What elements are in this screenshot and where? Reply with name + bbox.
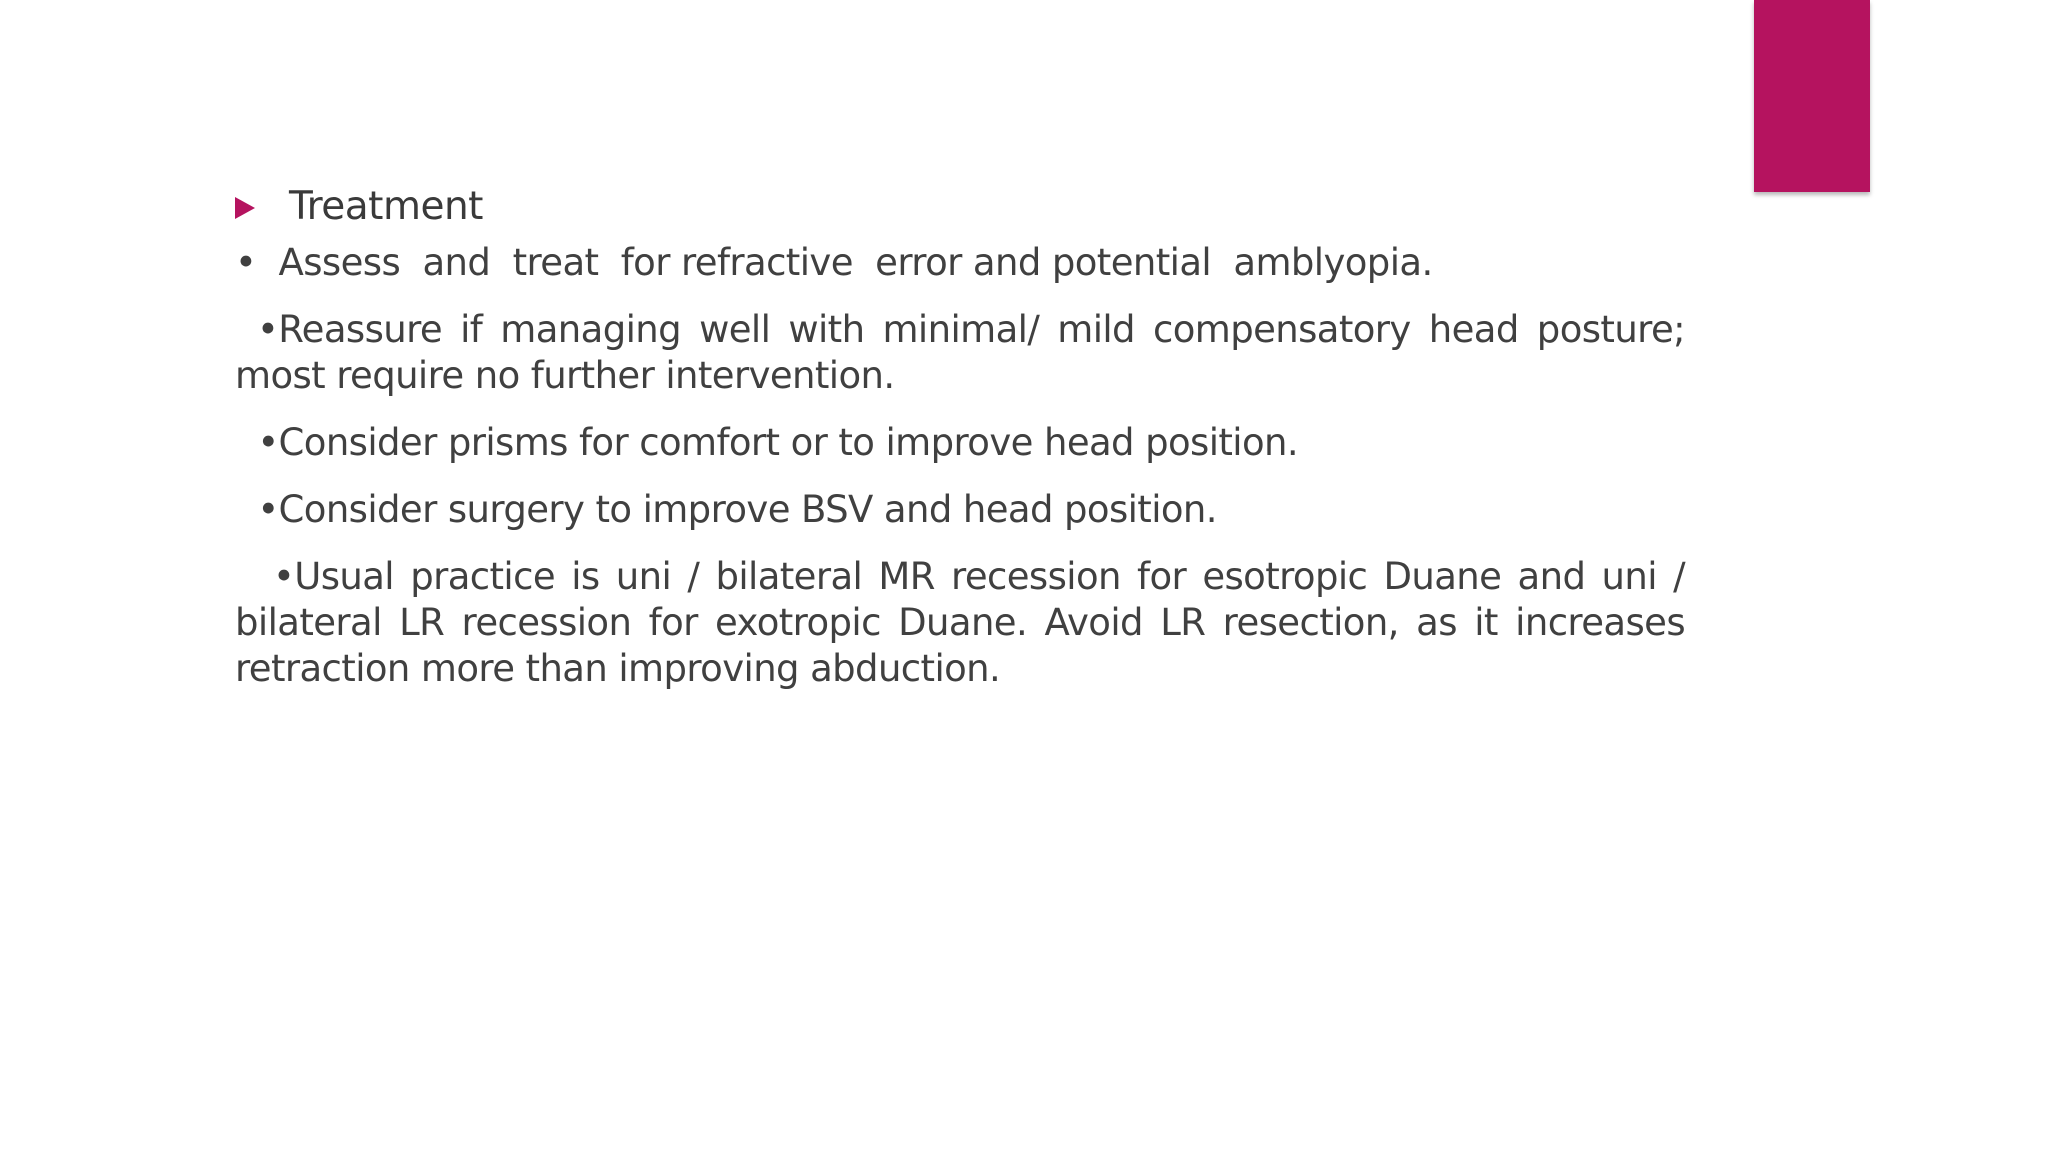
accent-bar — [1754, 0, 1870, 192]
paragraph-reassure: •Reassure if managing well with minimal/ mild compensatory head posture; most require no further intervention. — [235, 308, 1685, 397]
slide-content — [235, 180, 1685, 713]
paragraph-assess: • Assess and treat for refractive error and potential amblyopia. — [235, 241, 1433, 284]
slide-heading: Treatment — [289, 183, 483, 229]
heading-row — [235, 180, 1685, 232]
paragraph-usual-practice: •Usual practice is uni / bilateral MR recession for esotropic Duane and uni / bilateral LR recession for exotropic Duane. Avoid LR resection, as it increases retraction more than improving abduction. — [235, 555, 1685, 690]
paragraph-prisms: •Consider prisms for comfort or to improve head position. — [235, 421, 1299, 464]
paragraph-surgery: •Consider surgery to improve BSV and head position. — [235, 488, 1217, 531]
triangle-bullet-icon — [235, 197, 255, 219]
